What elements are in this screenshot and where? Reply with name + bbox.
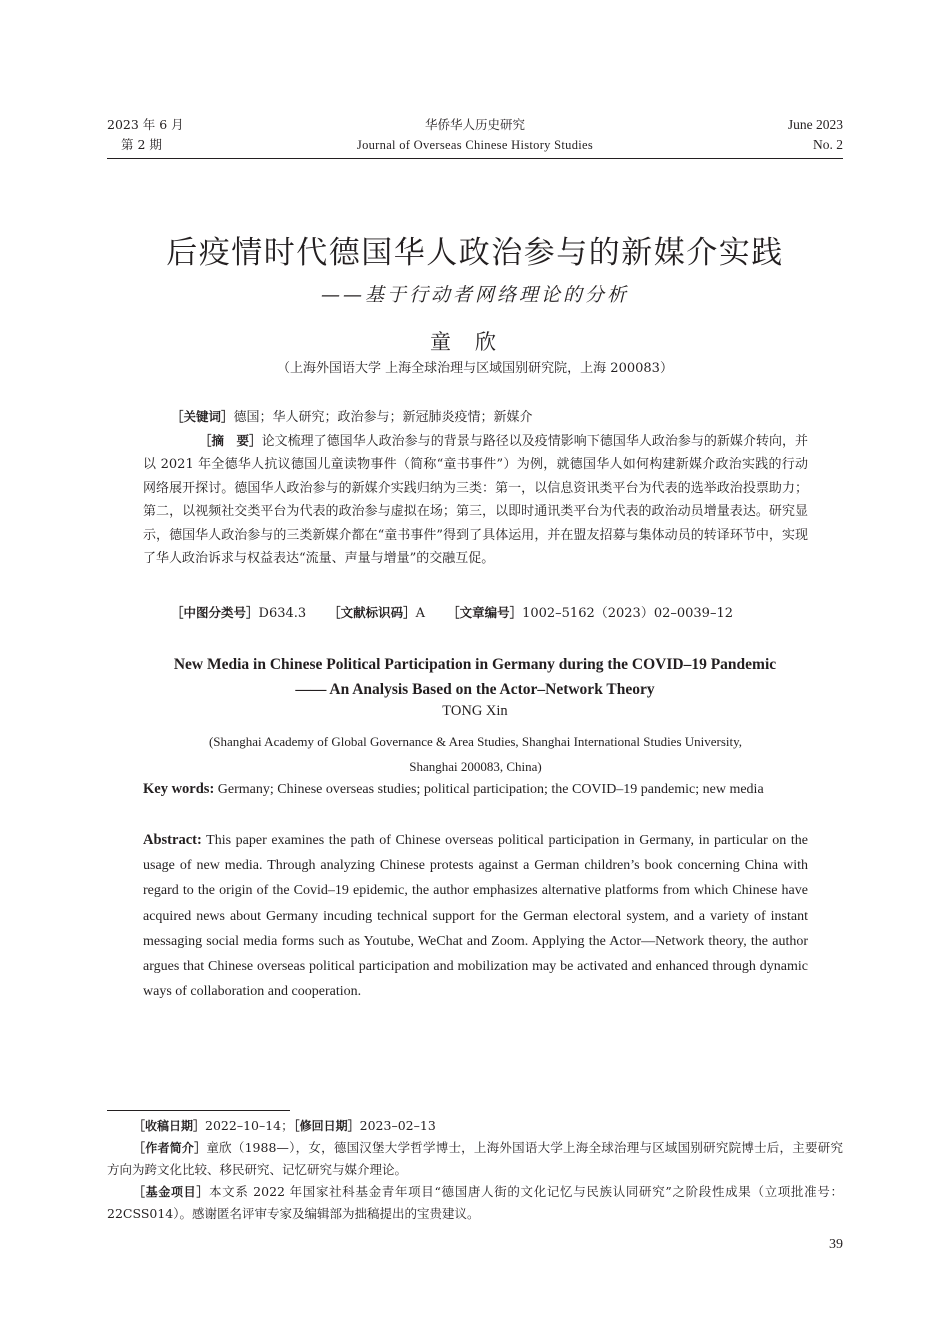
journal-title-en: Journal of Overseas Chinese History Studies [356,138,594,152]
footnote-rule [107,1110,290,1111]
footnote-author [107,1137,843,1181]
received-date: 2022–10–14； [205,1118,294,1133]
author-bio-text: 童欣（1988—），女，德国汉堡大学哲学博士，上海外国语大学上海全球治理与区域国别研究院博士后，主要研究方向为跨文化比较、移民研究、记忆研究与媒介理论。 [107,1140,843,1177]
revised-date: 2023–02–13 [359,1118,436,1133]
article-no-value: 1002–5162（2023）02–0039–12 [522,606,733,621]
header-issue-zh: 第 2 期 [121,137,162,152]
header-rule [107,158,843,159]
header-date-zh: 2023 年 6 月 [107,117,184,132]
article-title-en-line2: —— An Analysis Based on the Actor–Network Theory [295,681,655,698]
classification-line [143,601,836,625]
footnote-fund [107,1181,843,1225]
fund-label: ［基金项目］ [133,1185,210,1199]
abstract-en-text: This paper examines the path of Chinese overseas political participation in Germany, in particular on the usage of new media. Through analyzing Chinese protests against a German children’s book concerning China with regard to the origin of the Covid–19 epidemic, the author emphasizes alternative platforms from which Chinese have acquired news about Germany incuding technical support for the German electoral system, and a variety of instant messaging social media forms such as Youtube, WeChat and Zoom. Applying the Actor—Network theory, the author argues that Chinese overseas political participation and mobilization may be activated and enhanced through dynamic ways of collaboration and cooperation. [143,833,808,1000]
abstract-en [143,828,808,1004]
abstract-zh-text: 论文梳理了德国华人政治参与的背景与路径以及疫情影响下德国华人政治参与的新媒介转向，并以 2021 年全德华人抗议德国儿童读物事件（简称“童书事件”）为例，就德国华人如何构建新媒介政治实践的行动网络展开探讨。德国华人政治参与的新媒介实践归纳为三类：第一，以信息资讯类平台为代表的选举政治投票助力；第二，以视频社交类平台为代表的政治参与虚拟在场；第三，以即时通讯类平台为代表的政治动员增量表达。研究显示，德国华人政治参与的三类新媒介都在“童书事件”得到了具体运用，并在盟友招募与集体动员的转译环节中，实现了华人政治诉求与权益表达“流量、声量与增量”的交融互促。 [143,434,808,567]
journal-title-zh: 华侨华人历史研究 [424,117,525,132]
article-title-en [100,652,850,702]
header-center [300,115,650,155]
clc-label: ［中图分类号］ [171,605,259,620]
abstract-zh-label: ［摘 要］ [199,433,262,448]
article-title-zh: 后疫情时代德国华人政治参与的新媒介实践 [166,235,784,271]
header-issue-en: No. 2 [813,137,843,152]
article-no-label: ［文章编号］ [447,605,523,620]
received-label: ［收稿日期］ [133,1119,206,1133]
affiliation-zh: （上海外国语大学 上海全球治理与区域国别研究院，上海 200083） [277,361,673,376]
keywords-en-label: Key words: [143,781,215,797]
footnote-dates [107,1115,843,1137]
fund-text: 本文系 2022 年国家社科基金青年项目“德国唐人街的文化记忆与民族认同研究”之阶段性成果（立项批准号：22CSS014）。感谢匿名评审专家及编辑部为拙稿提出的宝贵建议。 [107,1184,843,1221]
keywords-zh [143,405,836,429]
author-name-en: TONG Xin [442,703,508,719]
article-subtitle-zh: ——基于行动者网络理论的分析 [320,284,629,306]
keywords-zh-label: ［关键词］ [171,409,234,424]
author-bio-label: ［作者简介］ [133,1141,207,1155]
page-number: 39 [829,1237,843,1252]
header-left [107,115,227,155]
revised-label: ［修回日期］ [293,1119,360,1133]
keywords-en-text: Germany; Chinese overseas studies; political participation; the COVID–19 pandemic; new media [217,782,764,797]
affiliation-en [143,729,808,779]
header-right [740,115,843,155]
abstract-zh [143,429,808,570]
keywords-zh-text: 德国；华人研究；政治参与；新冠肺炎疫情；新媒介 [233,410,533,425]
abstract-en-label: Abstract: [143,832,202,848]
header-date-en: June 2023 [787,117,843,132]
doc-code-value: A [415,606,426,621]
doc-code-label: ［文献标识码］ [328,605,416,620]
footnotes [107,1115,843,1225]
affiliation-en-line2: Shanghai 200083, China) [409,759,542,774]
clc-value: D634.3 [258,606,307,621]
keywords-en [143,777,808,802]
article-title-en-line1: New Media in Chinese Political Participation in Germany during the COVID–19 Pandemic [173,656,777,673]
author-name-zh: 童欣 [430,330,520,354]
affiliation-en-line1: (Shanghai Academy of Global Governance & Area Studies, Shanghai International Studies University, [208,734,743,749]
